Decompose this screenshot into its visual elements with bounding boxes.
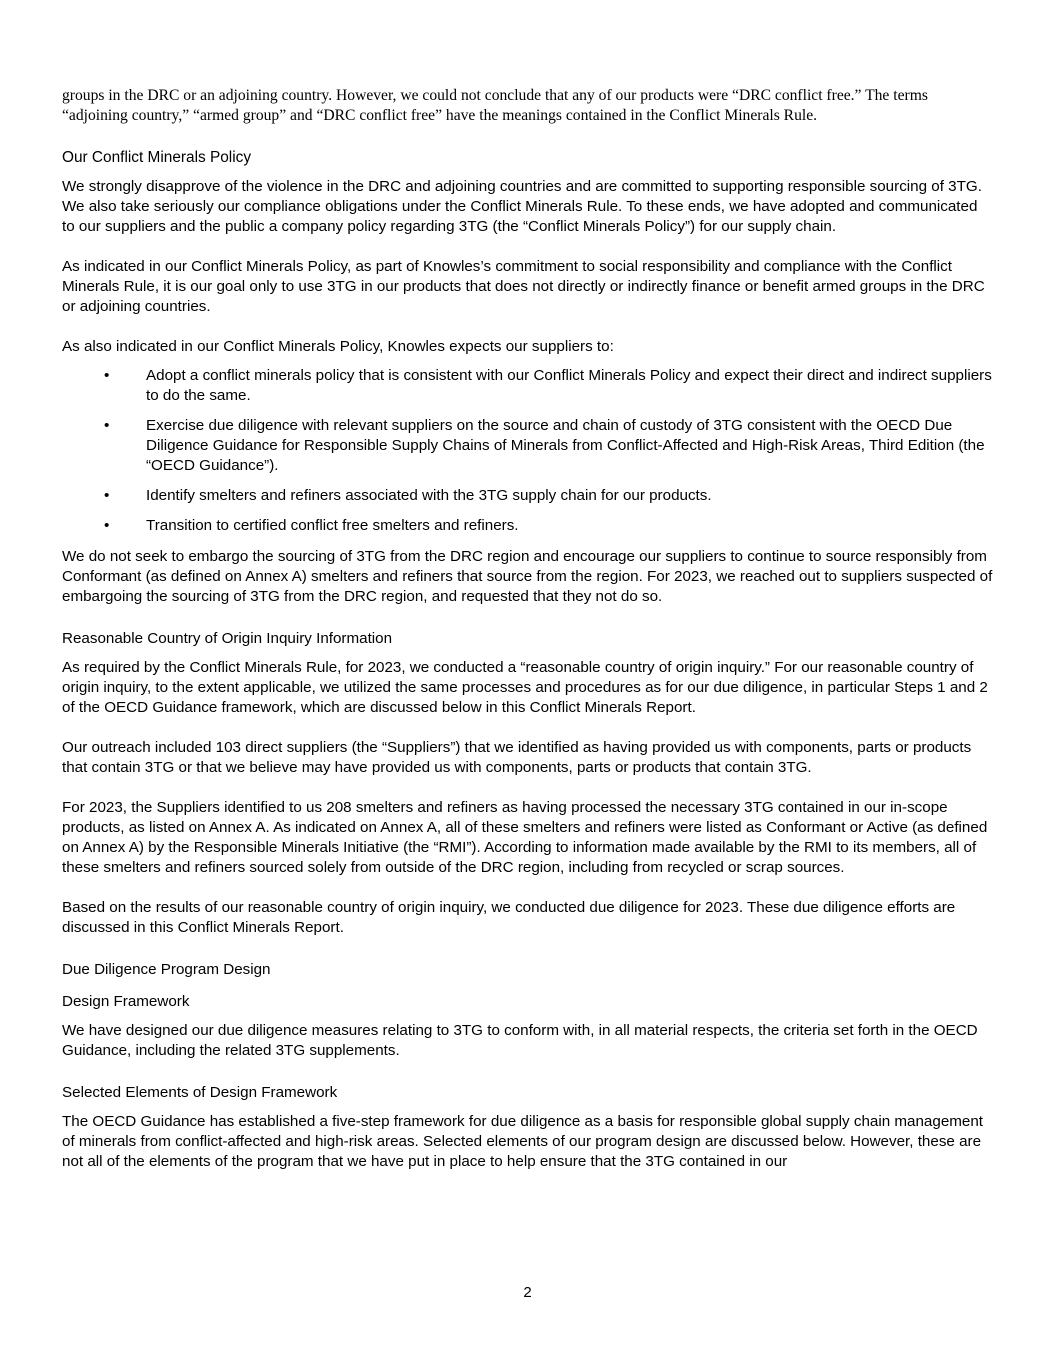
subheading-selected-elements: Selected Elements of Design Framework <box>62 1084 338 1101</box>
design-paragraph-1: We have designed our due diligence measures relating to 3TG to conform with, in all material respects, the criteria set forth in the OECD Guidance, including the related 3TG supplements. <box>62 1022 978 1059</box>
subheading-design-framework: Design Framework <box>62 993 190 1010</box>
rcoi-paragraph-4: Based on the results of our reasonable country of origin inquiry, we conducted due diligence for 2023. These due diligence efforts are discussed in this Conflict Minerals Report. <box>62 899 956 936</box>
page-number: 2 <box>523 1284 532 1301</box>
bullet-icon: • <box>104 417 110 434</box>
design-paragraph-2: The OECD Guidance has established a five-step framework for due diligence as a basis for responsible global supply chain management of minerals from conflict-affected and high-risk areas. Selected elements of our program design are discussed below. However, these are not all of the elements of the program that we have put in place to help ensure that the 3TG contained in our <box>62 1113 984 1170</box>
intro-paragraph: groups in the DRC or an adjoining country. However, we could not conclude that any of our products were “DRC conflict free.” The terms “adjoining country,” “armed group” and “DRC conflict free” have the meanings contained in the Conflict Minerals Rule. <box>62 87 928 124</box>
list-item-text: Transition to certified conflict free smelters and refiners. <box>146 517 519 534</box>
list-item-text: Adopt a conflict minerals policy that is consistent with our Conflict Minerals Policy and expect their direct and indirect suppliers to do the same. <box>146 367 992 404</box>
bullet-icon: • <box>104 487 110 504</box>
policy-paragraph-2: As indicated in our Conflict Minerals Policy, as part of Knowles’s commitment to social responsibility and compliance with the Conflict Minerals Rule, it is our goal only to use 3TG in our products that does not directly or indirectly finance or benefit armed groups in the DRC or adjoining countries. <box>62 258 985 315</box>
policy-paragraph-1: We strongly disapprove of the violence in the DRC and adjoining countries and are committed to supporting responsible sourcing of 3TG. We also take seriously our compliance obligations under the Conflict Minerals Rule. To these ends, we have adopted and communicated to our suppliers and the public a company policy regarding 3TG (the “Conflict Minerals Policy”) for our supply chain. <box>62 178 982 235</box>
list-item-text: Exercise due diligence with relevant suppliers on the source and chain of custody of 3TG consistent with the OECD Due Diligence Guidance for Responsible Supply Chains of Minerals from Conflict-Affected and High-Risk Areas, Third Edition (the “OECD Guidance”). <box>146 417 985 474</box>
supplier-expectations-list <box>62 366 994 536</box>
bullet-icon: • <box>104 517 110 534</box>
list-item <box>62 516 994 536</box>
document-page <box>62 86 994 1172</box>
list-item <box>62 486 994 506</box>
section-heading-rcoi: Reasonable Country of Origin Inquiry Information <box>62 630 393 647</box>
section-heading-design: Due Diligence Program Design <box>62 961 271 978</box>
policy-paragraph-4: We do not seek to embargo the sourcing of 3TG from the DRC region and encourage our suppliers to continue to source responsibly from Conformant (as defined on Annex A) smelters and refiners that source from the region. For 2023, we reached out to suppliers suspected of embargoing the sourcing of 3TG from the DRC region, and requested that they not do so. <box>62 548 993 605</box>
list-item-text: Identify smelters and refiners associated with the 3TG supply chain for our products. <box>146 487 712 504</box>
list-item <box>62 366 994 406</box>
bullet-icon: • <box>104 367 110 384</box>
rcoi-paragraph-3: For 2023, the Suppliers identified to us 208 smelters and refiners as having processed the necessary 3TG contained in our in-scope products, as listed on Annex A. As indicated on Annex A, all of these smelters and refiners were listed as Conformant or Active (as defined on Annex A) by the Responsible Minerals Initiative (the “RMI”). According to information made available by the RMI to its members, all of these smelters and refiners sourced solely from outside of the DRC region, including from recycled or scrap sources. <box>62 799 988 876</box>
rcoi-paragraph-1: As required by the Conflict Minerals Rule, for 2023, we conducted a “reasonable country of origin inquiry.” For our reasonable country of origin inquiry, to the extent applicable, we utilized the same processes and procedures as for our due diligence, in particular Steps 1 and 2 of the OECD Guidance framework, which are discussed below in this Conflict Minerals Report. <box>62 659 988 716</box>
list-item <box>62 416 994 476</box>
policy-paragraph-3: As also indicated in our Conflict Minerals Policy, Knowles expects our suppliers to: <box>62 338 614 355</box>
section-heading-policy: Our Conflict Minerals Policy <box>62 149 252 166</box>
rcoi-paragraph-2: Our outreach included 103 direct suppliers (the “Suppliers”) that we identified as having provided us with components, parts or products that contain 3TG or that we believe may have provided us with components, parts or products that contain 3TG. <box>62 739 972 776</box>
